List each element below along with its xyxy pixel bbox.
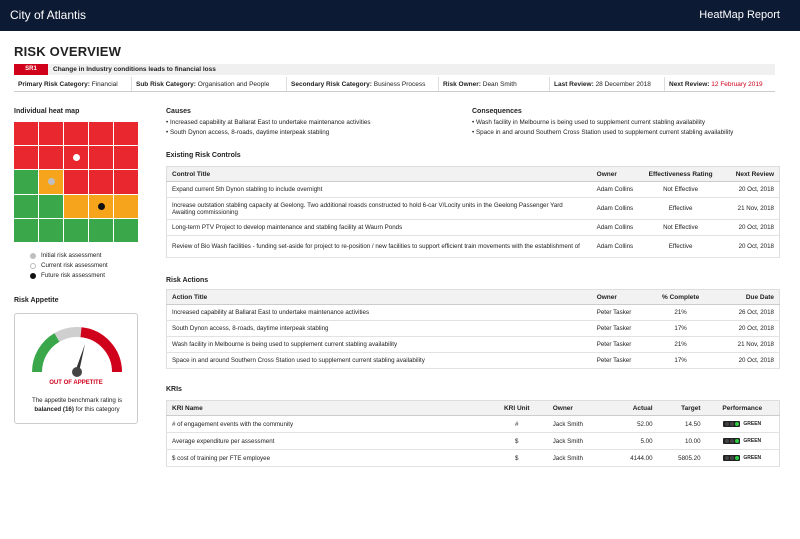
gauge-green-arc: [37, 337, 57, 372]
action-owner: Peter Tasker: [592, 337, 642, 353]
current-assessment-marker: [73, 154, 80, 161]
kri-unit: $: [486, 433, 548, 450]
kri-name: $ cost of training per FTE employee: [167, 450, 486, 467]
table-row[interactable]: [167, 236, 780, 258]
col-kri-unit: KRI Unit: [486, 401, 548, 416]
risk-appetite-panel: [14, 313, 138, 424]
kris-table: [166, 400, 780, 467]
legend-dot-icon: [30, 253, 36, 259]
performance-label: GREEN: [743, 454, 762, 461]
action-owner: Peter Tasker: [592, 353, 642, 369]
heatmap-title: Individual heat map: [14, 108, 80, 115]
heatmap-cell: [64, 170, 88, 193]
control-title: Expand current 5th Dynon stabling to include overnight: [167, 182, 592, 198]
last-review-value: 28 December 2018: [595, 81, 651, 88]
actions-table: [166, 289, 780, 369]
action-due: 21 Nov, 2018: [720, 337, 780, 353]
last-review-label: Last Review:: [554, 81, 594, 88]
table-row[interactable]: [167, 220, 780, 236]
sub-category: [132, 77, 287, 91]
gauge-neutral-arc: [57, 332, 81, 337]
performance-label: GREEN: [743, 437, 762, 444]
performance-label: GREEN: [743, 420, 762, 427]
heatmap-cell: [64, 122, 88, 145]
cause-item: • Increased capability at Ballarat East to undertake maintenance activities: [166, 119, 371, 126]
col-owner: Owner: [592, 167, 642, 182]
appetite-status: OUT OF APPETITE: [49, 380, 103, 386]
control-owner: Adam Collins: [592, 198, 642, 220]
kri-performance: [706, 433, 780, 450]
legend-item: [30, 271, 108, 281]
consequence-item: • Wash facility in Melbourne is being used to supplement current stabling availability: [472, 119, 705, 126]
appetite-note: [21, 396, 133, 414]
kri-owner: Jack Smith: [548, 450, 610, 467]
action-title: Increased capability at Ballarat East to undertake maintenance activities: [167, 305, 592, 321]
next-review-label: Next Review:: [669, 81, 710, 88]
heatmap-cell: [89, 146, 113, 169]
col-control-title: Control Title: [167, 167, 592, 182]
heatmap-cell: [64, 195, 88, 218]
legend-label: Initial risk assessment: [41, 252, 102, 259]
heatmap-cell: [64, 146, 88, 169]
control-title: Long-term PTV Project to develop maintenance and stabling facility at Waurn Ponds: [167, 220, 592, 236]
primary-category: [14, 77, 132, 91]
kri-actual: 4144.00: [610, 450, 658, 467]
table-row[interactable]: [167, 337, 780, 353]
col-kri-name: KRI Name: [167, 401, 486, 416]
control-review: 21 Nov, 2018: [720, 198, 780, 220]
secondary-category-value: Business Process: [373, 81, 426, 88]
report-title: HeatMap Report: [699, 9, 780, 21]
col-complete: % Complete: [642, 290, 720, 305]
cause-item: • South Dynon access, 8-roads, daytime interpeak stabling: [166, 129, 330, 136]
heatmap-cell: [14, 195, 38, 218]
consequences-list: [472, 118, 733, 138]
action-complete: 17%: [642, 353, 720, 369]
legend-item: [30, 251, 108, 261]
table-row[interactable]: [167, 321, 780, 337]
action-due: 20 Oct, 2018: [720, 353, 780, 369]
control-rating: Effective: [642, 236, 720, 258]
legend-dot-icon: [30, 263, 36, 269]
kri-actual: 52.00: [610, 416, 658, 433]
action-complete: 17%: [642, 321, 720, 337]
table-row[interactable]: [167, 305, 780, 321]
kri-unit: $: [486, 450, 548, 467]
col-actual: Actual: [610, 401, 658, 416]
appetite-note-text: The appetite benchmark rating is: [31, 397, 123, 404]
table-row[interactable]: [167, 416, 780, 433]
gauge-hub: [72, 367, 82, 377]
kri-performance: [706, 416, 780, 433]
action-owner: Peter Tasker: [592, 305, 642, 321]
primary-category-value: Financial: [91, 81, 118, 88]
kris-title: KRIs: [166, 386, 182, 393]
action-title: Space in and around Southern Cross Station used to supplement current stabling availability: [167, 353, 592, 369]
heatmap-cell: [14, 170, 38, 193]
heatmap-cell: [114, 195, 138, 218]
action-title: Wash facility in Melbourne is being used to supplement current stabling availability: [167, 337, 592, 353]
traffic-light-icon: [723, 455, 740, 461]
risk-owner-value: Dean Smith: [482, 81, 517, 88]
heatmap-cell: [39, 170, 63, 193]
action-complete: 21%: [642, 305, 720, 321]
initial-assessment-marker: [48, 178, 55, 185]
gauge-red-arc: [81, 332, 117, 372]
col-performance: Performance: [706, 401, 780, 416]
heatmap-cell: [114, 146, 138, 169]
app-title: City of Atlantis: [10, 8, 87, 22]
appetite-note-suffix: for this category: [73, 406, 120, 413]
heatmap-legend: [30, 251, 108, 281]
sub-category-value: Organisation and People: [197, 81, 270, 88]
control-owner: Adam Collins: [592, 236, 642, 258]
causes-list: [166, 118, 371, 138]
heatmap-cell: [39, 195, 63, 218]
kri-target: 14.50: [658, 416, 706, 433]
col-action-title: Action Title: [167, 290, 592, 305]
risk-owner: [439, 77, 550, 91]
action-complete: 21%: [642, 337, 720, 353]
next-review: [665, 77, 775, 91]
control-title: Increase outstation stabling capacity at Geelong. Two additional roasds constructed to hold 6-car V/Locity units in the Geelong Passenger Yard Awaiting commissioning: [167, 198, 592, 220]
table-row[interactable]: [167, 198, 780, 220]
kri-name: # of engagement events with the community: [167, 416, 486, 433]
legend-item: [30, 261, 108, 271]
controls-table: [166, 166, 780, 258]
heatmap-cell: [64, 219, 88, 242]
last-review: [550, 77, 665, 91]
risk-owner-label: Risk Owner:: [443, 81, 481, 88]
table-row[interactable]: [167, 353, 780, 369]
table-row[interactable]: [167, 450, 780, 467]
appetite-benchmark: balanced (16): [34, 406, 74, 413]
kri-owner: Jack Smith: [548, 416, 610, 433]
heatmap-cell: [89, 219, 113, 242]
kri-unit: #: [486, 416, 548, 433]
heat-map-grid: [14, 122, 138, 242]
heatmap-cell: [89, 195, 113, 218]
kri-target: 10.00: [658, 433, 706, 450]
causes-title: Causes: [166, 108, 191, 115]
primary-category-label: Primary Risk Category:: [18, 81, 90, 88]
secondary-category-label: Secondary Risk Category:: [291, 81, 372, 88]
kri-name: Average expenditure per assessment: [167, 433, 486, 450]
next-review-value: 12 February 2019: [711, 81, 763, 88]
risk-category-row: [14, 77, 775, 92]
kri-owner: Jack Smith: [548, 433, 610, 450]
heatmap-cell: [14, 122, 38, 145]
risk-appetite-title: Risk Appetite: [14, 297, 59, 304]
legend-label: Current risk assessment: [41, 262, 108, 269]
kri-performance: [706, 450, 780, 467]
heatmap-cell: [114, 170, 138, 193]
legend-dot-icon: [30, 273, 36, 279]
page-title: RISK OVERVIEW: [14, 44, 122, 59]
actions-title: Risk Actions: [166, 277, 209, 284]
heatmap-cell: [114, 122, 138, 145]
future-assessment-marker: [98, 203, 105, 210]
control-review: 20 Oct, 2018: [720, 182, 780, 198]
control-rating: Not Effective: [642, 182, 720, 198]
control-review: 20 Oct, 2018: [720, 220, 780, 236]
heatmap-cell: [39, 122, 63, 145]
consequence-item: • Space in and around Southern Cross Station used to supplement current stabling availability: [472, 129, 734, 136]
top-bar: [0, 0, 800, 31]
control-owner: Adam Collins: [592, 220, 642, 236]
secondary-category: [287, 77, 439, 91]
action-title: South Dynon access, 8-roads, daytime interpeak stabling: [167, 321, 592, 337]
heatmap-cell: [89, 122, 113, 145]
col-next-review: Next Review: [720, 167, 780, 182]
controls-title: Existing Risk Controls: [166, 152, 241, 159]
sub-category-label: Sub Risk Category:: [136, 81, 196, 88]
kri-target: 5805.20: [658, 450, 706, 467]
kri-actual: 5.00: [610, 433, 658, 450]
col-kri-owner: Owner: [548, 401, 610, 416]
table-row[interactable]: [167, 182, 780, 198]
appetite-gauge: [29, 322, 125, 378]
legend-label: Future risk assessment: [41, 272, 105, 279]
control-title: Review of Bio Wash facilities - funding set-aside for project to re-position / new facilities to support efficient train movements with the establishment of: [167, 236, 592, 258]
heatmap-cell: [39, 146, 63, 169]
heatmap-cell: [14, 146, 38, 169]
heatmap-cell: [39, 219, 63, 242]
traffic-light-icon: [723, 438, 740, 444]
table-row[interactable]: [167, 433, 780, 450]
heatmap-cell: [114, 219, 138, 242]
traffic-light-icon: [723, 421, 740, 427]
risk-id-badge: SR1: [14, 64, 48, 75]
control-owner: Adam Collins: [592, 182, 642, 198]
col-owner: Owner: [592, 290, 642, 305]
control-rating: Effective: [642, 198, 720, 220]
col-effectiveness: Effectiveness Rating: [642, 167, 720, 182]
control-review: 20 Oct, 2018: [720, 236, 780, 258]
action-due: 20 Oct, 2018: [720, 321, 780, 337]
heatmap-cell: [89, 170, 113, 193]
col-target: Target: [658, 401, 706, 416]
action-due: 26 Oct, 2018: [720, 305, 780, 321]
action-owner: Peter Tasker: [592, 321, 642, 337]
control-rating: Not Effective: [642, 220, 720, 236]
col-due-date: Due Date: [720, 290, 780, 305]
consequences-title: Consequences: [472, 108, 522, 115]
heatmap-cell: [14, 219, 38, 242]
risk-description: Change in Industry conditions leads to financial loss: [48, 64, 775, 75]
